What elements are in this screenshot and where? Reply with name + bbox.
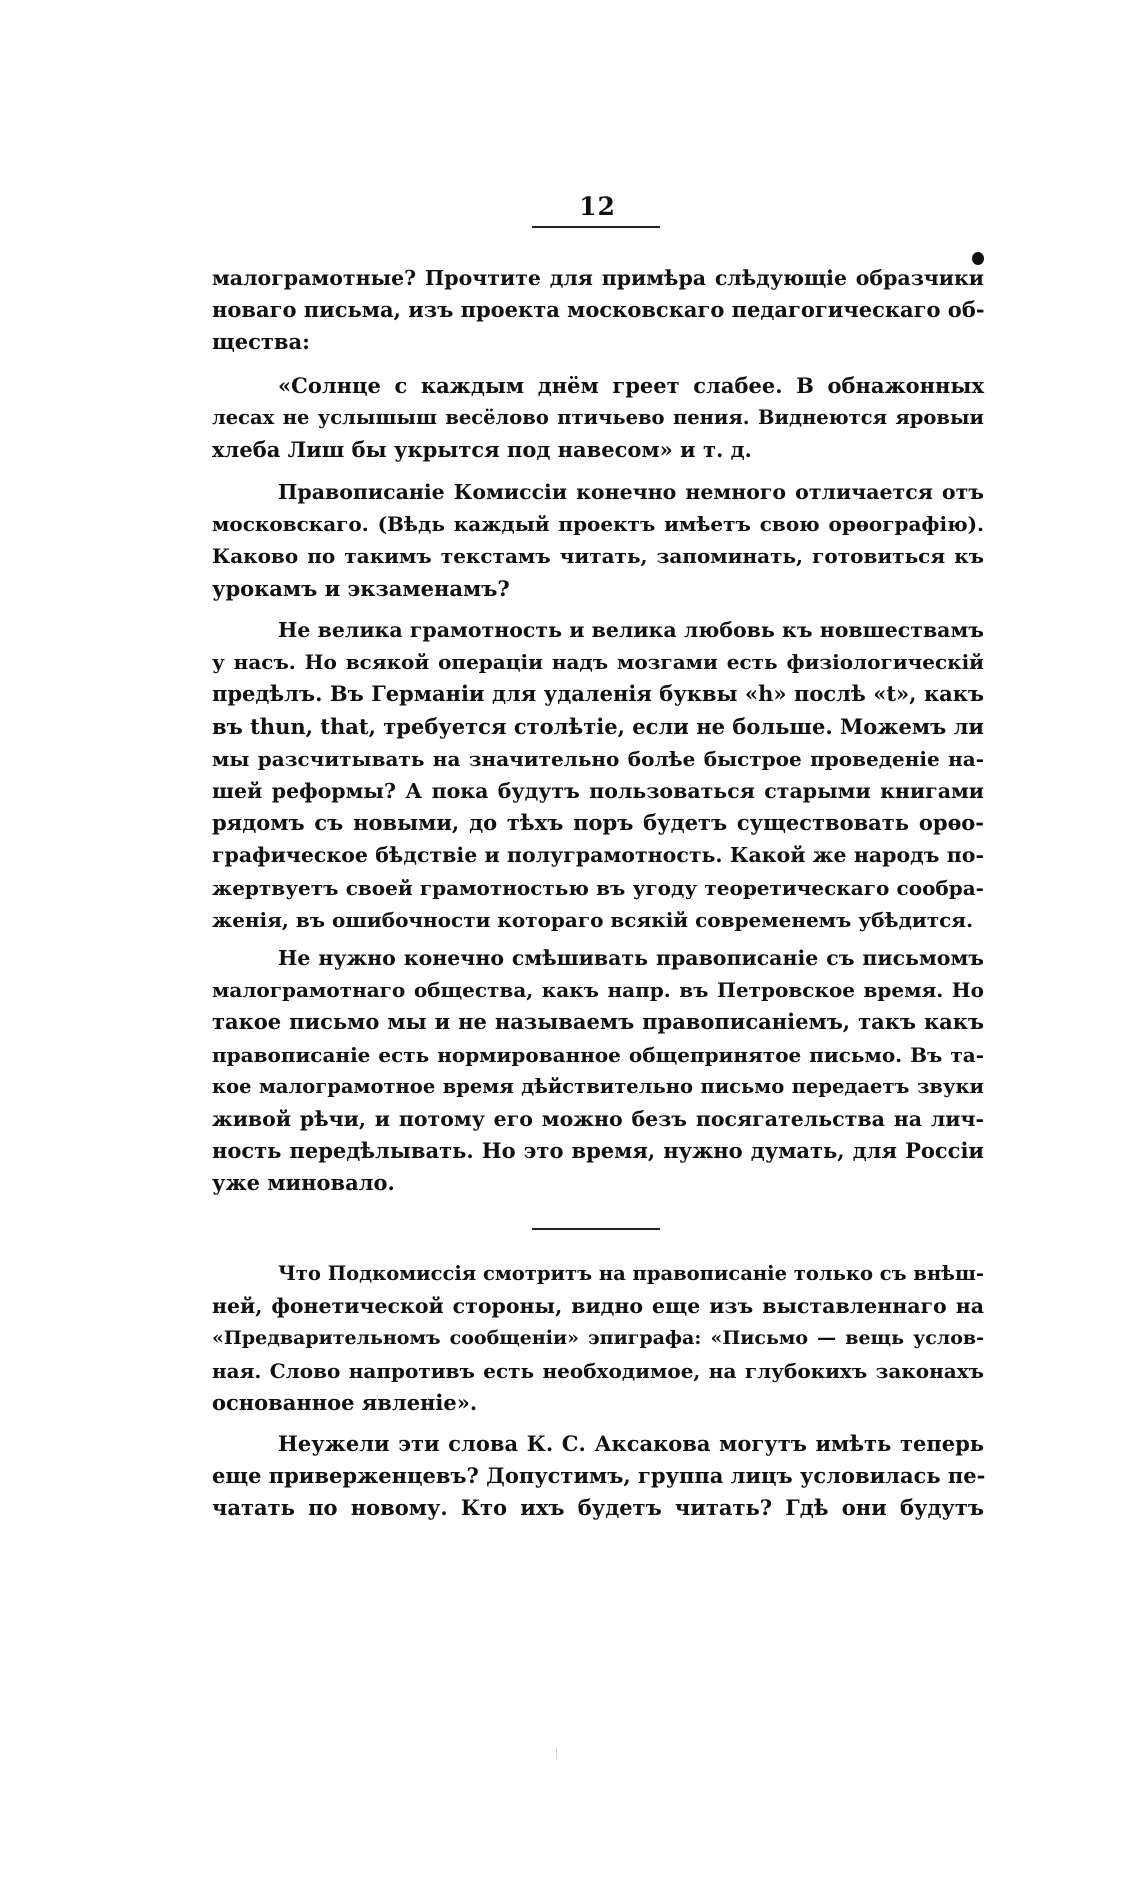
text-line: графическое бѣдствіе и полуграмотность. Какой же народъ по- (212, 843, 984, 868)
paragraph-writing-vs-orthography (212, 942, 984, 1200)
text-line: ность передѣлывать. Но это время, нужно думать, для Россіи (212, 1138, 984, 1164)
paragraph-aksakov-words (212, 1428, 984, 1525)
paragraph-literacy-limits (212, 614, 984, 936)
scan-artifact-mark (556, 1748, 557, 1760)
text-line: уже миновало. (212, 1170, 395, 1196)
text-line: новаго письма, изъ проекта московскаго педагогическаго об- (212, 297, 985, 323)
text-line: хлеба Лиш бы укрытся под навесом» и т. д. (212, 437, 752, 463)
text-line: въ thun, that, требуется столѣтіе, если не больше. Можемъ ли (212, 713, 984, 739)
text-line: такое письмо мы и не называемъ правописаніемъ, такъ какъ (212, 1009, 984, 1035)
text-line: кое малограмотное время дѣйствительно письмо передаетъ звуки (212, 1074, 984, 1098)
section-divider (532, 1228, 660, 1230)
text-line: Не нужно конечно смѣшивать правописаніе съ письмомъ (278, 946, 984, 970)
text-line: ней, фонетической стороны, видно еще изъ выставленнаго на (212, 1294, 984, 1319)
text-line: «Предварительномъ сообщеніи» эпиграфа: «Письмо — вещь услов- (212, 1327, 984, 1350)
header-rule (532, 226, 660, 228)
text-line: «Солнце с каждым днём греет слабее. В обнажонных (278, 373, 984, 398)
paragraph-subcommission-epigraph (212, 1258, 984, 1419)
text-line: малограмотные? Прочтите для примѣра слѣдующіе образчики (212, 266, 984, 290)
text-line: ная. Слово напротивъ есть необходимое, на глубокихъ законахъ (212, 1358, 984, 1383)
text-line: Что Подкомиссія смотритъ на правописаніе только съ внѣш- (278, 1262, 984, 1285)
page-number: 12 (579, 192, 616, 221)
paragraph-sample-quote (212, 370, 984, 467)
text-line: чатать по новому. Кто ихъ будетъ читать? Гдѣ они будутъ (212, 1495, 984, 1521)
text-line: основанное явленіе». (212, 1389, 478, 1415)
text-line: Неужели эти слова К. С. Аксакова могутъ имѣть теперь (278, 1431, 984, 1456)
text-line: предѣлъ. Въ Германіи для удаленія буквы «h» послѣ «t», какъ (212, 681, 984, 707)
text-line: еще приверженцевъ? Допустимъ, группа лицъ условилась пе- (212, 1463, 986, 1489)
text-line: рядомъ съ новыми, до тѣхъ поръ будетъ существовать орѳо- (212, 810, 984, 836)
paragraph-commission-orthography (212, 476, 984, 605)
text-line: малограмотнаго общества, какъ напр. въ Петровское время. Но (212, 978, 984, 1003)
text-line: мы разсчитывать на значительно болѣе быстрое проведеніе на- (212, 746, 984, 771)
text-line: Правописаніе Комиссіи конечно немного отличается отъ (278, 480, 984, 504)
text-line: Не велика грамотность и велика любовь къ новшествамъ (278, 618, 984, 642)
text-line: женія, въ ошибочности котораго всякій современемъ убѣдится. (212, 907, 974, 932)
text-line: московскаго. (Вѣдь каждый проектъ имѣетъ свою орѳографію). (212, 512, 984, 537)
text-line: шей реформы? А пока будутъ пользоваться старыми книгами (212, 779, 984, 804)
text-line: щества: (212, 329, 310, 355)
text-line: жертвуетъ своей грамотностью въ угоду теоретическаго сообра- (212, 875, 984, 900)
text-line: живой рѣчи, и потому его можно безъ посягательства на лич- (212, 1107, 984, 1132)
paragraph-continuation (212, 262, 984, 359)
text-line: правописаніе есть нормированное общепринятое письмо. Въ та- (212, 1042, 984, 1067)
text-line: лесах не услышыш весёлово птичьево пения. Виднеются яровыи (212, 406, 984, 430)
text-line: урокамъ и экзаменамъ? (212, 575, 510, 601)
text-line: у насъ. Но всякой операціи надъ мозгами есть физіологическій (212, 650, 984, 675)
text-line: Каково по такимъ текстамъ читать, запоминать, готовиться къ (212, 544, 984, 569)
